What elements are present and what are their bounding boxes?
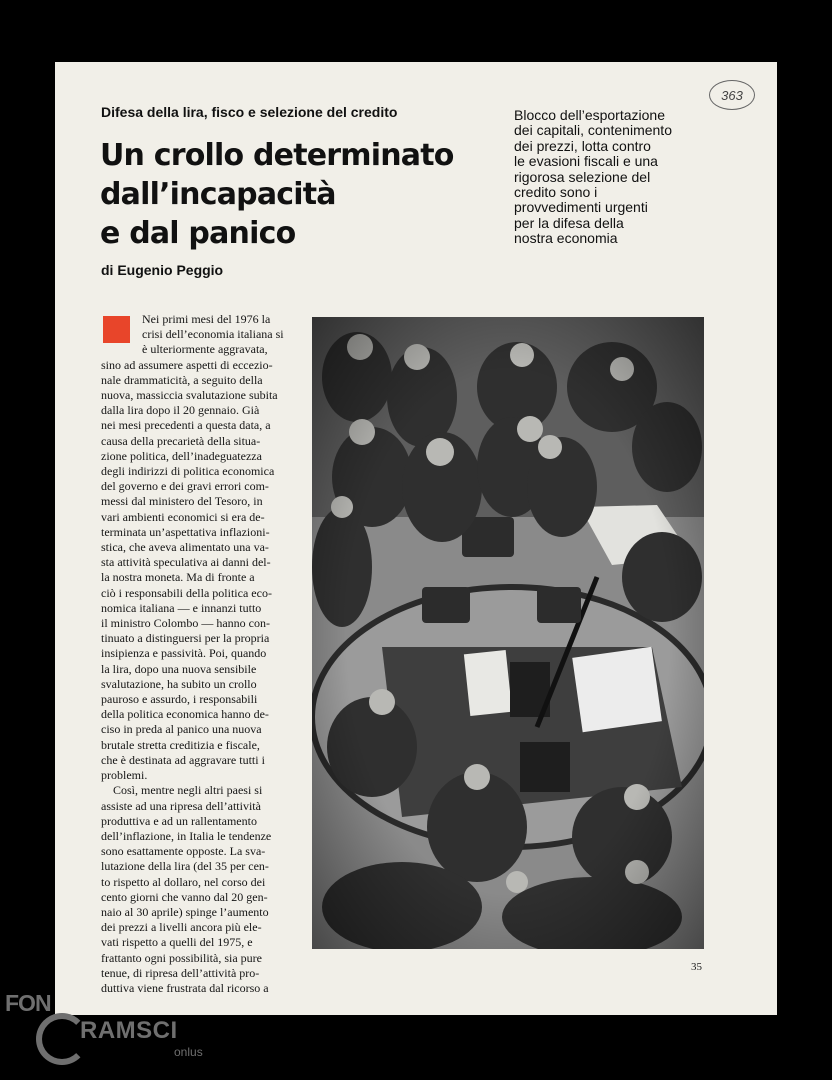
summary-line: dei prezzi, lotta contro	[514, 137, 651, 154]
body-line: sta attività speculativa ai danni del-	[101, 555, 271, 570]
headline-line: dall’incapacità	[100, 177, 336, 212]
article-photo	[312, 317, 704, 949]
body-line: Così, mentre negli altri paesi si	[113, 783, 263, 798]
body-line: la lira, dopo una nuova sensibile	[101, 661, 257, 676]
body-line: nomica italiana — e innanzi tutto	[101, 600, 262, 615]
body-line: la nostra moneta. Ma di fronte a	[101, 570, 255, 585]
body-line: dalla lira dopo il 20 gennaio. Già	[101, 403, 260, 418]
page-number: 35	[691, 961, 702, 973]
article-kicker: Difesa della lira, fisco e selezione del credito	[101, 104, 398, 120]
body-line: vari ambienti economici si era de-	[101, 509, 265, 524]
summary-line: provvedimenti urgenti	[514, 199, 648, 216]
summary-line: dei capitali, contenimento	[514, 122, 672, 139]
body-line: tinuato a distinguersi per la propria	[101, 631, 270, 646]
body-line: terminata un’aspettativa inflazioni-	[101, 524, 270, 539]
photo-illustration	[312, 317, 704, 949]
body-line: produttiva e ad un rallentamento	[101, 813, 257, 828]
body-line: che è destinata ad aggravare tutti i	[101, 752, 265, 767]
magazine-page	[55, 62, 777, 1015]
body-line: brutale stretta creditizia e fiscale,	[101, 737, 260, 752]
summary-line: per la difesa della	[514, 214, 624, 231]
summary-line: Blocco dell’esportazione	[514, 107, 665, 123]
body-line: nale drammaticità, a seguito della	[101, 372, 263, 387]
body-line: della politica economica hanno de-	[101, 707, 269, 722]
body-line: lutazione della lira (del 35 per cen-	[101, 859, 269, 874]
summary-line: nostra economia	[514, 230, 618, 247]
body-line: del governo e dei gravi errori com-	[101, 479, 269, 494]
body-line: dei prezzi a livelli ancora più ele-	[101, 920, 262, 935]
article-summary	[514, 108, 724, 247]
body-line: dell’inflazione, in Italia le tendenze	[101, 828, 272, 843]
body-line: causa della precarietà della situa-	[101, 433, 261, 448]
watermark-onlus-text: onlus	[174, 1045, 203, 1059]
body-line: degli indirizzi di politica economica	[101, 464, 275, 479]
article-body	[101, 312, 309, 996]
summary-line: rigorosa selezione del	[514, 168, 651, 185]
body-line: tenue, di ripresa dell’attività pro-	[101, 965, 260, 980]
body-line: to rispetto al dollaro, nel corso dei	[101, 874, 266, 889]
body-line: svalutazione, ha subito un crollo	[101, 676, 257, 691]
watermark-fon-text: FON	[5, 990, 51, 1016]
body-line: duttiva viene frustrata dal ricorso a	[101, 980, 269, 995]
body-line: sino ad assumere aspetti di eccezio-	[101, 357, 273, 372]
summary-line: le evasioni fiscali e una	[514, 153, 658, 170]
archive-watermark-logo	[2, 985, 222, 1080]
body-line: cento giorni che vanno dal 20 gen-	[101, 889, 268, 904]
body-line: è ulteriormente aggravata,	[142, 342, 268, 357]
body-line: nuova, massiccia svalutazione subita	[101, 388, 278, 403]
body-line: il ministro Colombo — hanno con-	[101, 616, 270, 631]
body-line: naio al 30 aprile) spinge l’aumento	[101, 904, 269, 919]
article-byline: di Eugenio Peggio	[101, 262, 224, 278]
body-line: messi dal ministero del Tesoro, in	[101, 494, 263, 509]
body-line: insipienza e passività. Poi, quando	[101, 646, 267, 661]
headline-line: e dal panico	[100, 216, 296, 251]
body-line: frattanto ogni possibilità, sia pure	[101, 950, 262, 965]
body-line: ciò i responsabili della politica eco-	[101, 585, 272, 600]
body-line: stica, che aveva alimentato una va-	[101, 540, 269, 555]
body-line: zione politica, dell’inadeguatezza	[101, 448, 262, 463]
body-line: vati rispetto a quelli del 1975, e	[101, 935, 253, 950]
body-line: ciso in preda al panico una nuova	[101, 722, 262, 737]
article-headline	[100, 136, 500, 253]
summary-line: credito sono i	[514, 184, 598, 201]
body-line: pauroso e assurdo, i responsabili	[101, 692, 258, 707]
watermark-gramsci-text: RAMSCI	[80, 1017, 178, 1044]
body-line: Nei primi mesi del 1976 la	[142, 312, 271, 326]
body-line: nei mesi precedenti a questa data, a	[101, 418, 271, 433]
body-line: crisi dell’economia italiana si	[142, 327, 284, 342]
headline-line: Un crollo determinato	[100, 138, 454, 173]
body-line: sono esattamente opposte. La sva-	[101, 844, 266, 859]
body-line: assiste ad una ripresa dell’attività	[101, 798, 261, 813]
body-line: problemi.	[101, 768, 148, 783]
handwritten-page-annotation: 363	[709, 80, 755, 110]
